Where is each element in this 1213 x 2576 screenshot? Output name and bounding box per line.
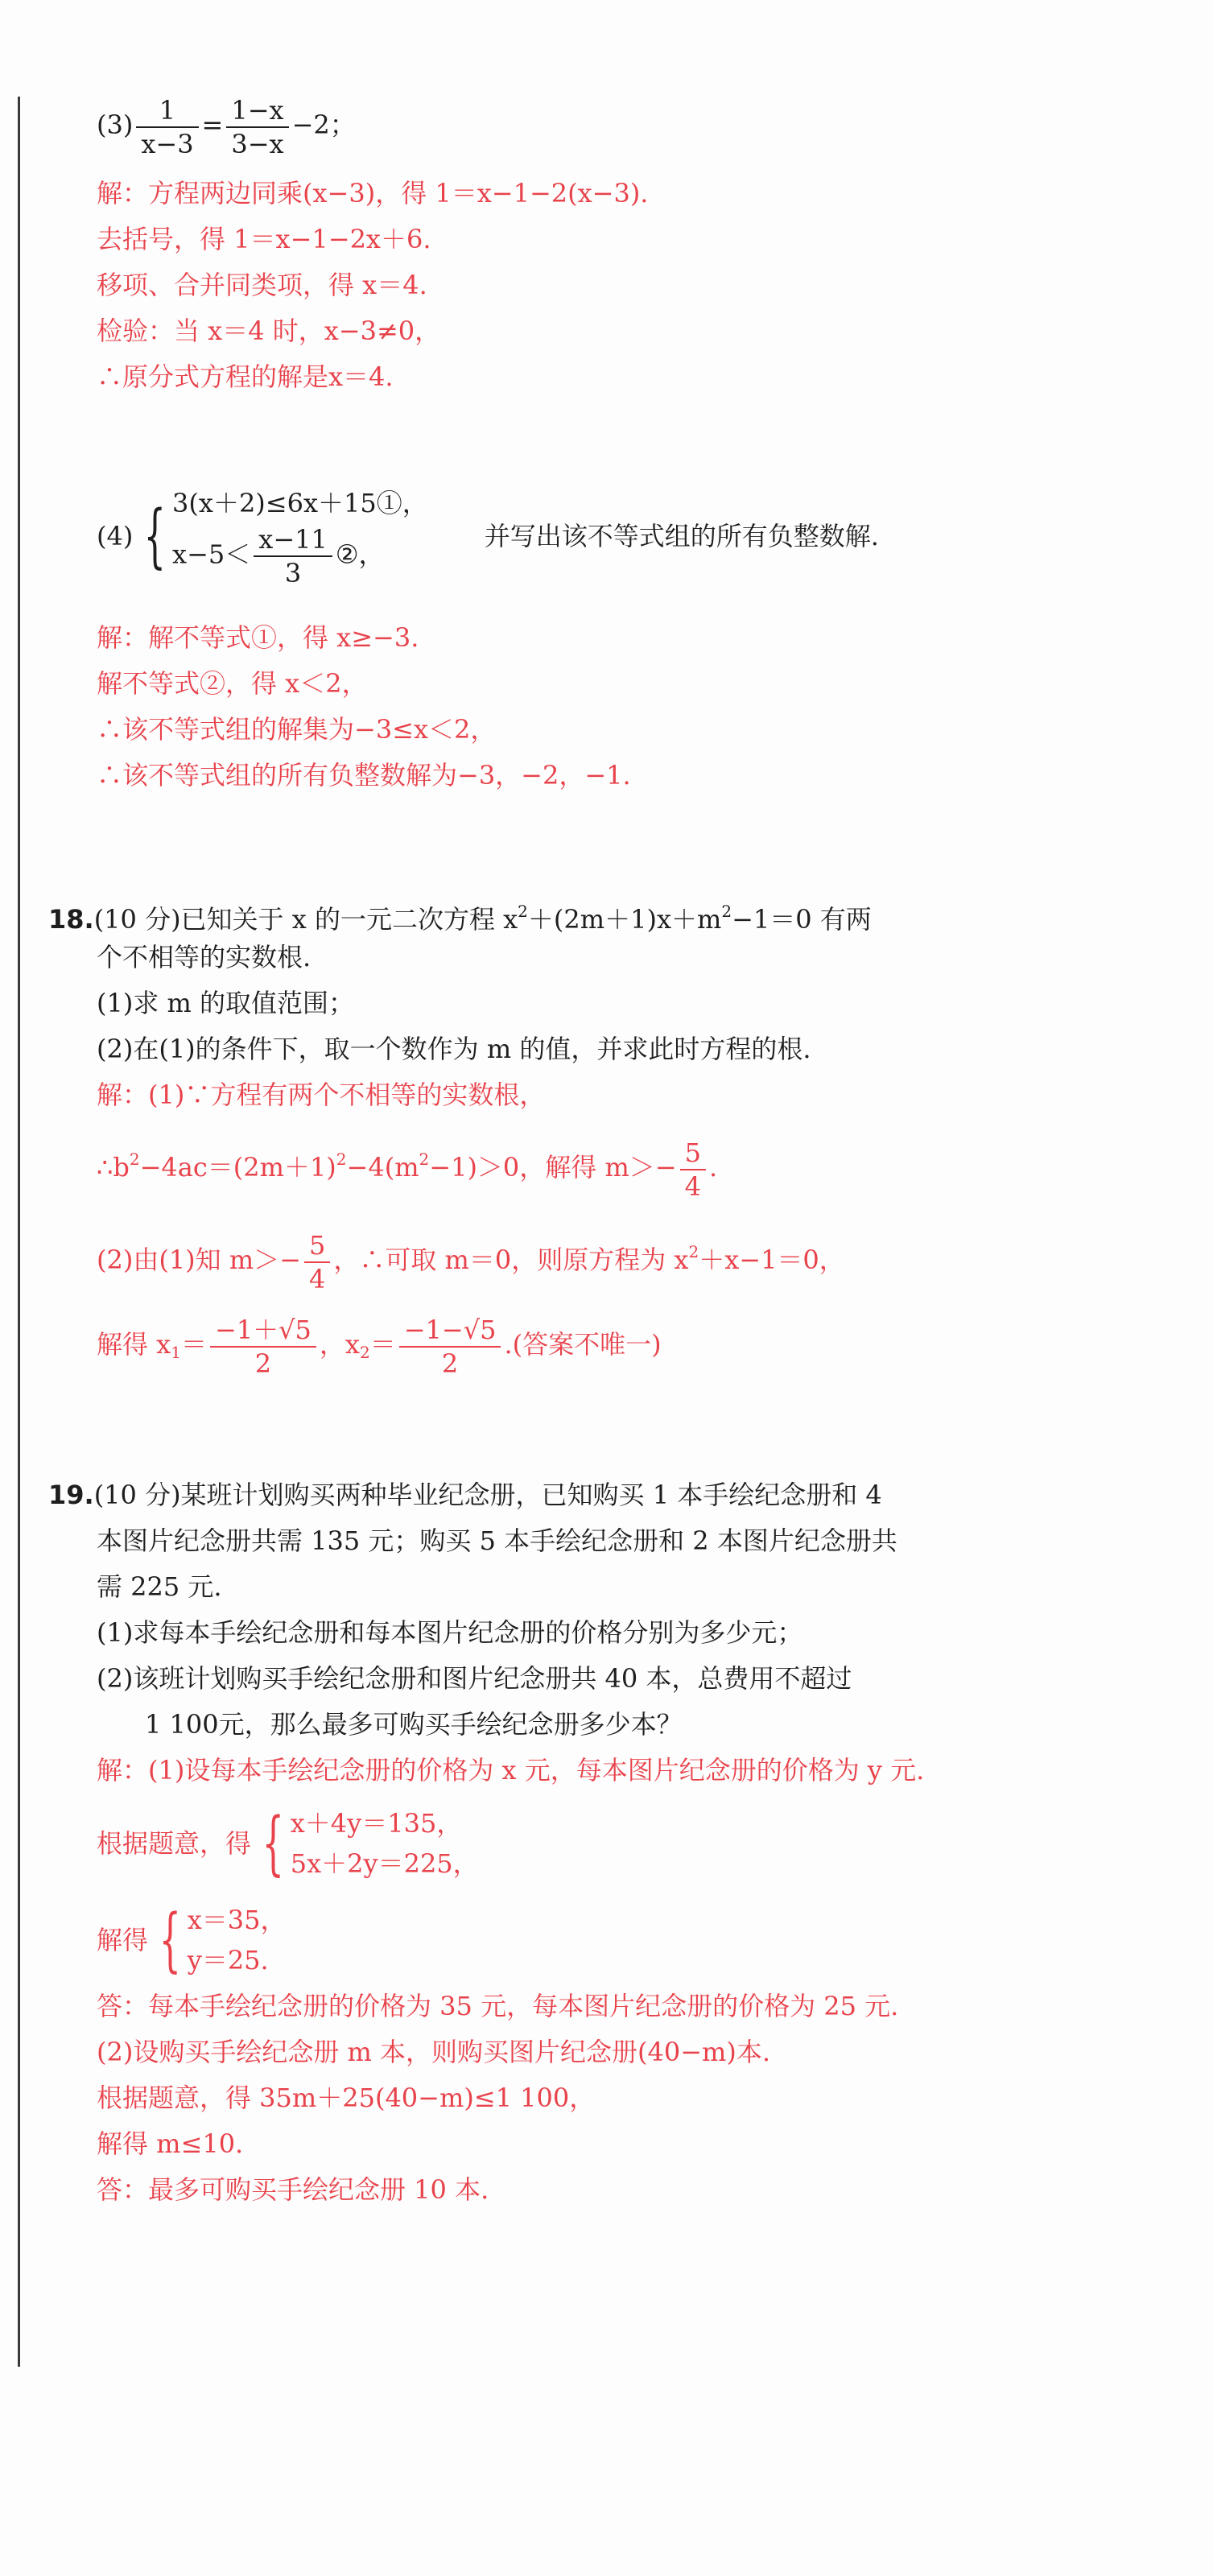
fraction	[680, 1137, 706, 1203]
problem-4-solution-line: ∴该不等式组的解集为−3≤x＜2，	[97, 714, 497, 745]
solution-x: x＝35，	[187, 1905, 287, 1935]
fraction-numerator: −1＋√5	[210, 1314, 316, 1348]
question-18-number: 18.	[48, 904, 94, 935]
inequality-2-left: x−5＜	[172, 539, 251, 570]
stem-part: (10 分)某班计划购买两种毕业纪念册，已知购买 1 本手绘纪念册和 4	[93, 1480, 882, 1510]
lhs-numerator: 1	[136, 94, 198, 128]
question-18-subquestion-2: (2)在(1)的条件下，取一个数作为 m 的值，并求此时方程的根.	[97, 1034, 811, 1064]
question-19-subquestion-2: (2)该班计划购买手绘纪念册和图片纪念册共 40 本，总费用不超过	[97, 1663, 852, 1694]
inequality-2-tail: ②，	[335, 539, 385, 570]
sol-part: 解得	[97, 1925, 149, 1955]
sol-part: −1)＞0，解得 m＞−	[429, 1152, 677, 1183]
question-19-solution-line: 根据题意，得 35m＋25(40−m)≤1 100，	[97, 2083, 596, 2113]
rhs-denominator: 3−x	[231, 128, 284, 159]
inequality-2-fraction	[254, 523, 332, 589]
subscript: 2	[359, 1343, 370, 1362]
fraction-denominator: 3	[284, 558, 302, 588]
inequality-2	[172, 523, 428, 589]
question-19-solved-system	[97, 1900, 287, 1980]
question-19-solution-line: 解得 m≤10.	[97, 2128, 244, 2159]
sol-part: (2)由(1)知 m＞−	[97, 1245, 301, 1275]
question-19-stem-line-1	[48, 1477, 882, 1513]
inequality-1: 3(x＋2)≤6x＋15①，	[172, 488, 428, 518]
problem-4-label: (4)	[97, 521, 134, 551]
subscript: 1	[171, 1343, 181, 1362]
sol-part: .	[708, 1152, 718, 1183]
problem-3-solution-line: ∴原分式方程的解是x＝4.	[97, 361, 394, 392]
left-margin-rule	[18, 97, 20, 2367]
fraction-denominator: 4	[309, 1263, 326, 1294]
exponent: 2	[688, 1242, 699, 1261]
sol-part: −4(m	[346, 1152, 419, 1183]
question-18-stem-line-1	[48, 894, 872, 937]
question-18-solution-line: 解：(1)∵方程有两个不相等的实数根，	[97, 1080, 546, 1110]
fraction-denominator: 2	[254, 1348, 272, 1379]
solution-y: y＝25.	[187, 1945, 269, 1975]
sol-part: ＋x−1＝0，	[699, 1245, 845, 1275]
question-19-answer-1: 答：每本手绘纪念册的价格为 35 元，每本图片纪念册的价格为 25 元.	[97, 1991, 899, 2021]
question-18-part2-line	[97, 1216, 845, 1296]
sol-part: ，x	[319, 1329, 360, 1360]
stem-part: −1＝0 有两	[732, 904, 872, 935]
question-19-equation-system	[97, 1803, 479, 1884]
question-19-solution-line: 解：(1)设每本手绘纪念册的价格为 x 元，每本图片纪念册的价格为 y 元.	[97, 1755, 925, 1785]
lhs-fraction	[136, 94, 198, 160]
exponent: 2	[518, 902, 528, 921]
exponent: 2	[419, 1150, 430, 1169]
problem-3-solution-line: 解：方程两边同乘(x−3)，得 1＝x−1−2(x−3).	[97, 178, 649, 208]
lhs-denominator: x−3	[141, 128, 194, 159]
sol-part: 根据题意，得	[97, 1828, 252, 1859]
exponent: 2	[336, 1150, 347, 1169]
question-18-subquestion-1: (1)求 m 的取值范围；	[97, 988, 355, 1018]
rhs-numerator: 1−x	[226, 94, 288, 128]
problem-4-solution-line: ∴该不等式组的所有负整数解为−3，−2，−1.	[97, 760, 631, 791]
left-brace: {	[144, 496, 167, 576]
sol-part: ＝	[180, 1329, 207, 1360]
question-19-subquestion-2-cont: 1 100元，那么最多可购买手绘纪念册多少本？	[145, 1709, 683, 1740]
solution-system	[148, 1900, 287, 1980]
stem-part: (10 分)已知关于 x 的一元二次方程 x	[93, 904, 518, 935]
equation-system	[251, 1803, 479, 1884]
sol-part: 解得 x	[97, 1329, 171, 1360]
sol-part: ，∴可取 m＝0，则原方程为 x	[333, 1245, 689, 1275]
sol-part: .(答案不唯一)	[504, 1329, 662, 1360]
equation-1: x＋4y＝135，	[290, 1808, 463, 1839]
inequality-system	[133, 483, 427, 589]
problem-4-solution-line: 解：解不等式①，得 x≥−3.	[97, 622, 419, 653]
sol-part: ＝	[369, 1329, 396, 1360]
sol-part: ∴b	[97, 1152, 130, 1183]
fraction-numerator: x−11	[254, 523, 332, 557]
fraction-denominator: 2	[441, 1348, 459, 1379]
exponent: 2	[721, 902, 732, 921]
question-19-solution-line: (2)设购买手绘纪念册 m 本，则购买图片纪念册(40−m)本.	[97, 2037, 771, 2067]
rhs-fraction	[226, 94, 288, 160]
exponent: 2	[129, 1150, 140, 1169]
equation-2: 5x＋2y＝225，	[290, 1848, 479, 1879]
problem-3-solution-line: 检验：当 x＝4 时，x−3≠0，	[97, 316, 441, 346]
problem-4-solution-line: 解不等式②，得 x＜2，	[97, 668, 368, 699]
problem-3-equation	[97, 89, 356, 161]
question-18-stem-line-2: 个不相等的实数根.	[97, 942, 312, 972]
left-brace: {	[262, 1803, 285, 1884]
root-1-fraction	[210, 1314, 316, 1380]
fraction-denominator: 4	[684, 1170, 701, 1202]
problem-3-solution-line: 移项、合并同类项，得 x＝4.	[97, 270, 427, 300]
stem-part: ＋(2m＋1)x＋m	[527, 904, 722, 935]
fraction-numerator: 5	[680, 1137, 706, 1170]
question-18-roots-line	[97, 1308, 662, 1389]
question-18-discriminant-line	[97, 1123, 717, 1203]
fraction-numerator: −1−√5	[399, 1314, 501, 1348]
question-19-answer-2: 答：最多可购买手绘纪念册 10 本.	[97, 2174, 489, 2205]
left-brace: {	[159, 1900, 182, 1980]
problem-4-system	[97, 483, 879, 589]
root-2-fraction	[399, 1314, 501, 1380]
question-19-stem-line-2: 本图片纪念册共需 135 元；购买 5 本手绘纪念册和 2 本图片纪念册共	[97, 1525, 897, 1556]
problem-3-solution-line: 去括号，得 1＝x−1−2x＋6.	[97, 224, 431, 254]
question-19-stem-line-3: 需 225 元.	[97, 1571, 222, 1602]
question-19-number: 19.	[48, 1480, 94, 1510]
fraction-numerator: 5	[304, 1229, 330, 1263]
sol-part: −4ac＝(2m＋1)	[139, 1152, 336, 1183]
problem-3-label: (3)	[97, 109, 134, 140]
fraction	[304, 1229, 330, 1295]
question-19-subquestion-1: (1)求每本手绘纪念册和每本图片纪念册的价格分别为多少元；	[97, 1617, 803, 1648]
problem-4-instruction: 并写出该不等式组的所有负整数解.	[484, 521, 879, 551]
equals-sign: =	[201, 109, 224, 140]
equation-tail: −2；	[291, 109, 356, 140]
